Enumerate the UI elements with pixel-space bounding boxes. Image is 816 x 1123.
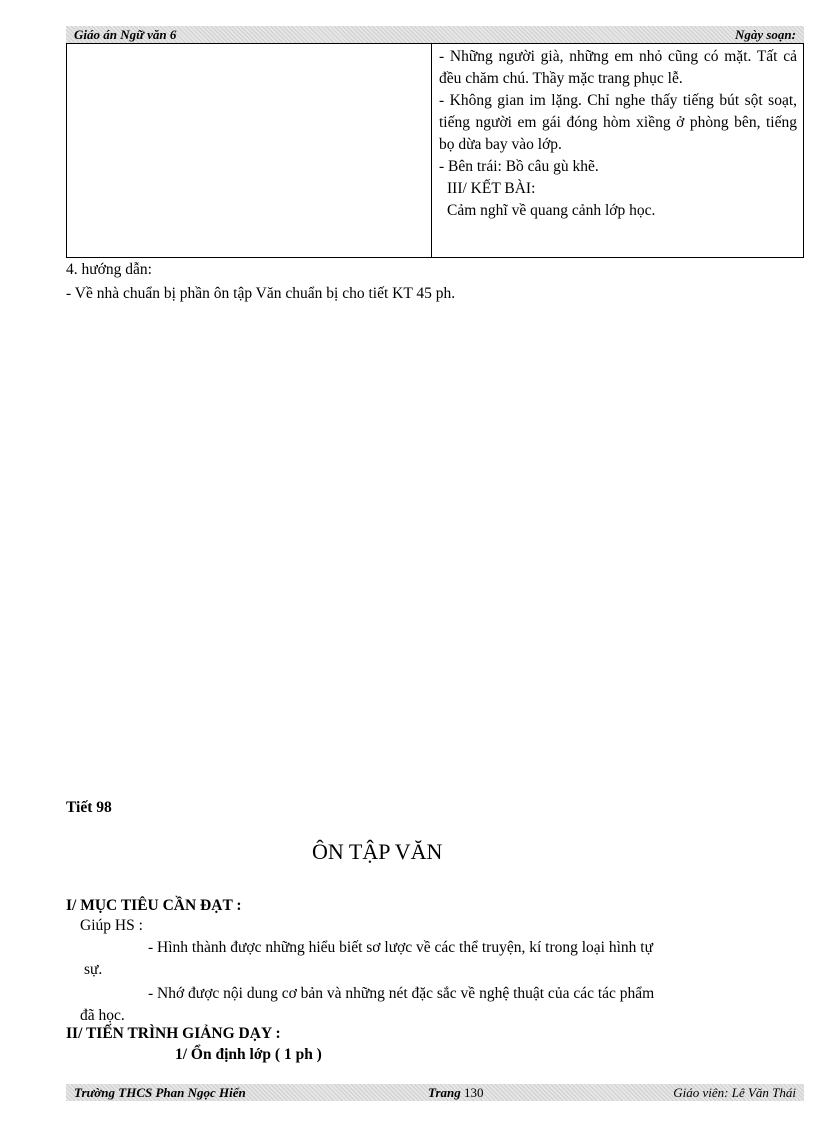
section-1-heading: I/ MỤC TIÊU CẦN ĐẠT : xyxy=(66,897,242,914)
goal-2-line-1: - Nhớ được nội dung cơ bản và những nét đặc sắc về nghệ thuật của các tác phẩm xyxy=(148,985,655,1002)
header-subject: Giáo án Ngữ văn 6 xyxy=(74,27,177,42)
step-1-label: 1/ Ổn định lớp ( 1 ph ) xyxy=(175,1046,322,1063)
cell-paragraph-3: - Bên trái: Bồ câu gù khẽ. xyxy=(439,158,599,175)
help-label: Giúp HS : xyxy=(80,917,143,934)
footer-page-number: 130 xyxy=(464,1085,484,1100)
cell-paragraph-2: - Không gian im lặng. Chỉ nghe thấy tiếng bút sột soạt, tiếng người em gái đóng hòm xiềng ở phòng bên, tiếng bọ dừa bay vào lớp. xyxy=(439,92,797,153)
page-header xyxy=(66,26,804,43)
section-2-heading: II/ TIẾN TRÌNH GIẢNG DẠY : xyxy=(66,1025,281,1042)
guidance-heading: 4. hướng dẫn: xyxy=(66,261,152,278)
cell-conclusion-text: Cảm nghĩ về quang cảnh lớp học. xyxy=(447,202,656,219)
header-date-label: Ngày soạn: xyxy=(734,27,796,42)
cell-paragraph-1: - Những người già, những em nhỏ cũng có mặt. Tất cả đều chăm chú. Thầy mặc trang phục lễ. xyxy=(439,48,797,87)
footer-page xyxy=(428,1084,484,1101)
goal-1-line-2: sự. xyxy=(84,961,103,978)
content-table xyxy=(66,43,804,258)
footer-school: Trường THCS Phan Ngọc Hiển xyxy=(74,1085,246,1100)
goal-2-line-2: đã học. xyxy=(80,1007,125,1024)
footer-page-label: Trang xyxy=(428,1085,461,1100)
period-label: Tiết 98 xyxy=(66,799,112,816)
lesson-title: ÔN TẬP VĂN xyxy=(312,839,443,864)
page-footer xyxy=(66,1084,804,1101)
cell-conclusion-heading: III/ KẾT BÀI: xyxy=(447,180,536,197)
footer-teacher: Giáo viên: Lê Văn Thái xyxy=(673,1085,796,1100)
goal-1-line-1: - Hình thành được những hiểu biết sơ lược về các thể truyện, kí trong loại hình tự xyxy=(148,939,653,956)
guidance-line: - Về nhà chuẩn bị phần ôn tập Văn chuẩn bị cho tiết KT 45 ph. xyxy=(66,285,456,302)
table-right-cell xyxy=(439,46,797,222)
table-column-divider xyxy=(431,44,432,257)
